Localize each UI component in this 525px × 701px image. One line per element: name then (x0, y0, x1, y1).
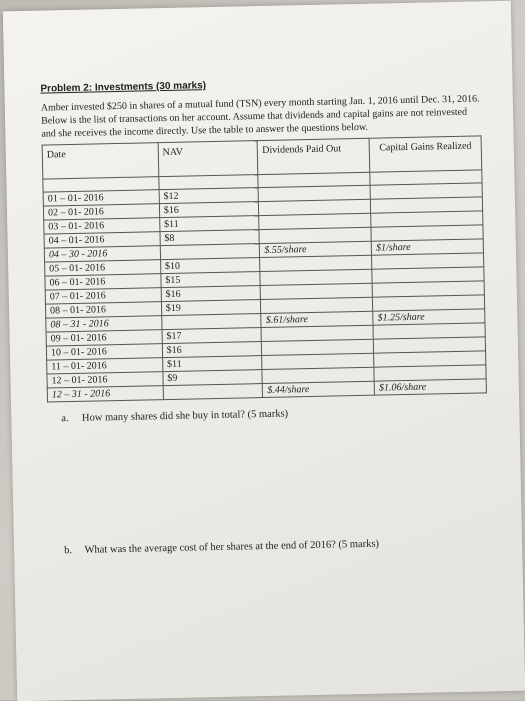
capital-gain-cell: $1.25/share (373, 309, 485, 325)
dividend-cell: $.44/share (263, 381, 375, 397)
nav-cell (163, 384, 263, 400)
nav-cell: $11 (162, 356, 262, 372)
question-b-text: What was the average cost of her shares at the end of 2016? (5 marks) (84, 538, 380, 556)
nav-cell: $16 (161, 286, 261, 302)
capital-gain-cell: $1/share (371, 239, 483, 255)
question-a-letter: a. (61, 413, 69, 425)
date-cell: 09 – 01- 2016 (46, 330, 162, 346)
nav-cell: $19 (161, 300, 261, 316)
transactions-table (42, 135, 487, 402)
header-nav: NAV (158, 141, 258, 177)
question-a (61, 403, 481, 425)
date-cell: 07 – 01- 2016 (45, 288, 161, 304)
date-cell: 06 – 01- 2016 (45, 274, 161, 290)
date-cell: 03 – 01- 2016 (44, 218, 160, 234)
nav-cell: $15 (161, 272, 261, 288)
paper-sheet (3, 1, 525, 701)
nav-cell: $11 (159, 216, 259, 232)
nav-cell: $8 (160, 230, 260, 246)
nav-cell: $10 (160, 258, 260, 274)
date-cell: 11 – 01- 2016 (47, 358, 163, 374)
date-cell: 04 – 30 - 2016 (44, 246, 160, 262)
date-cell: 05 – 01- 2016 (45, 260, 161, 276)
header-capital-gains: Capital Gains Realized (369, 136, 481, 172)
date-cell: 12 – 31 - 2016 (47, 386, 163, 402)
date-cell: 04 – 01- 2016 (44, 232, 160, 248)
header-dividends: Dividends Paid Out (258, 138, 370, 174)
date-cell: 10 – 01- 2016 (46, 344, 162, 360)
dividend-cell: $.55/share (260, 241, 372, 257)
problem-title: Problem 2: Investments (30 marks) (40, 80, 207, 95)
date-cell: 08 – 31 - 2016 (46, 316, 162, 332)
date-cell: 02 – 01- 2016 (43, 204, 159, 220)
dividend-cell: $.61/share (261, 311, 373, 327)
date-cell: 08 – 01- 2016 (45, 302, 161, 318)
problem-content (40, 73, 487, 557)
nav-cell: $9 (163, 370, 263, 386)
question-b (64, 535, 484, 557)
nav-cell: $16 (159, 202, 259, 218)
table-body (43, 170, 487, 402)
nav-cell: $12 (159, 188, 259, 204)
capital-gain-cell: $1.06/share (374, 379, 486, 395)
nav-cell: $17 (162, 328, 262, 344)
nav-cell: $16 (162, 342, 262, 358)
header-date: Date (42, 143, 158, 179)
date-cell: 01 – 01- 2016 (43, 190, 159, 206)
question-b-letter: b. (64, 545, 73, 557)
date-cell: 12 – 01- 2016 (47, 372, 163, 388)
question-a-text: How many shares did she buy in total? (5 marks) (81, 408, 289, 424)
problem-intro: Amber invested $250 in shares of a mutual fund (TSN) every month starting Jan. 1, 2016 until Dec. 31, 2016. Below is the list of transactions on her account. Assume that dividends and capital gains are not reinvested and she receives the income directly. Use the table to answer the questions below. (40, 93, 480, 140)
